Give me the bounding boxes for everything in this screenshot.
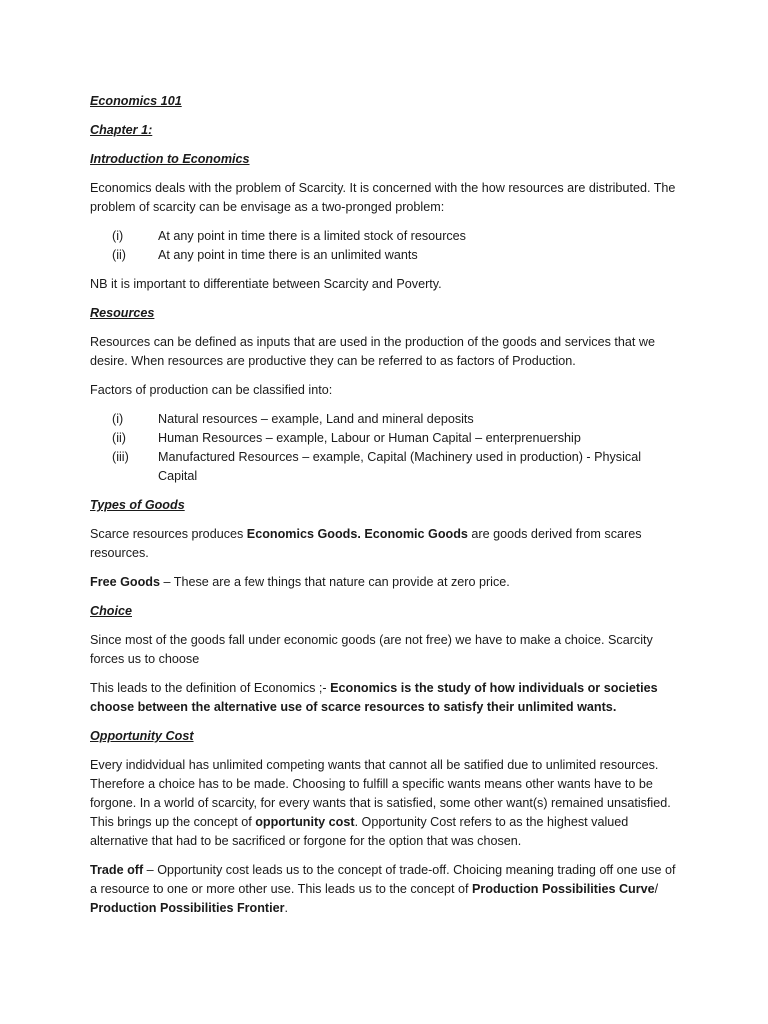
free-goods-bold: Free Goods (90, 575, 160, 589)
list-text: At any point in time there is an unlimited wants (158, 248, 418, 262)
free-goods-text: – These are a few things that nature can provide at zero price. (159, 575, 510, 589)
list-item (90, 410, 680, 429)
goods-text-1: Scarce resources produces (90, 527, 247, 541)
oc-text-2: . Opportunity Cost refers to as the highest valued alternative that had to be sacrificed or forgone for the option that was chosen. (90, 815, 629, 848)
doc-title: Economics 101 (90, 94, 182, 108)
opportunity-cost-heading: Opportunity Cost (90, 729, 194, 743)
nb-paragraph: NB it is important to differentiate between Scarcity and Poverty. (90, 277, 442, 291)
scarcity-list (90, 227, 680, 265)
opportunity-cost-paragraph (90, 756, 680, 851)
list-text: Human Resources – example, Labour or Human Capital – enterprenuership (158, 431, 581, 445)
trade-off-bold: Trade off (90, 863, 144, 877)
resources-paragraph: Resources can be defined as inputs that are used in the production of the goods and services that we desire. When resources are productive they can be referred to as factors of Production. (90, 335, 655, 368)
choice-heading: Choice (90, 604, 132, 618)
definition-paragraph (90, 679, 680, 717)
factors-intro: Factors of production can be classified into: (90, 383, 333, 397)
trade-off-paragraph (90, 861, 680, 918)
definition-text: This leads to the definition of Economics ;- (90, 681, 331, 695)
list-item (90, 246, 680, 265)
list-item (90, 227, 680, 246)
list-item (90, 429, 680, 448)
list-number: (ii) (112, 248, 126, 262)
list-text: Manufactured Resources – example, Capital (Machinery used in production) - Physical Capital (158, 450, 641, 483)
list-number: (iii) (112, 450, 129, 464)
goods-bold: Economics Goods. Economic Goods (246, 527, 468, 541)
trade-off-text-1: – Opportunity cost leads us to the concept of trade-off. Choicing meaning trading off one use of a resource to one or more other use. This leads us to the concept of (90, 863, 676, 896)
list-number: (i) (112, 412, 124, 426)
list-number: (ii) (112, 431, 126, 445)
factors-list (90, 410, 680, 486)
goods-text-2: are goods derived from scares resources. (90, 527, 642, 560)
free-goods-paragraph (90, 573, 680, 592)
intro-heading: Introduction to Economics (90, 152, 250, 166)
resources-heading: Resources (90, 306, 155, 320)
goods-paragraph (90, 525, 680, 563)
ppc-bold: Production Possibilities Curve (472, 882, 655, 896)
chapter-label: Chapter 1: (90, 123, 153, 137)
ppf-bold: Production Possibilities Frontier (90, 901, 285, 915)
list-text: At any point in time there is a limited stock of resources (158, 229, 466, 243)
choice-paragraph: Since most of the goods fall under economic goods (are not free) we have to make a choice. Scarcity forces us to choose (90, 633, 653, 666)
trade-off-end: . (284, 901, 289, 915)
oc-bold: opportunity cost (255, 815, 355, 829)
intro-paragraph: Economics deals with the problem of Scarcity. It is concerned with the how resources are distributed. The problem of scarcity can be envisage as a two-pronged problem: (90, 181, 676, 214)
list-item (90, 448, 680, 486)
list-number: (i) (112, 229, 124, 243)
definition-bold: Economics is the study of how individuals or societies choose between the alternative use of scarce resources to satisfy their unlimited wants. (90, 681, 658, 714)
goods-heading: Types of Goods (90, 498, 185, 512)
oc-text-1: Every indidvidual has unlimited competing wants that cannot all be satified due to unlimited resources. Therefore a choice has to be made. Choosing to fulfill a specific wants means other wants have to be forgone. In a world of scarcity, for every wants that is satisfied, some other want(s) remained unsatisfied. This brings up the concept of (90, 758, 671, 829)
list-text: Natural resources – example, Land and mineral deposits (158, 412, 474, 426)
document-body (90, 92, 680, 928)
trade-off-slash: / (654, 882, 659, 896)
